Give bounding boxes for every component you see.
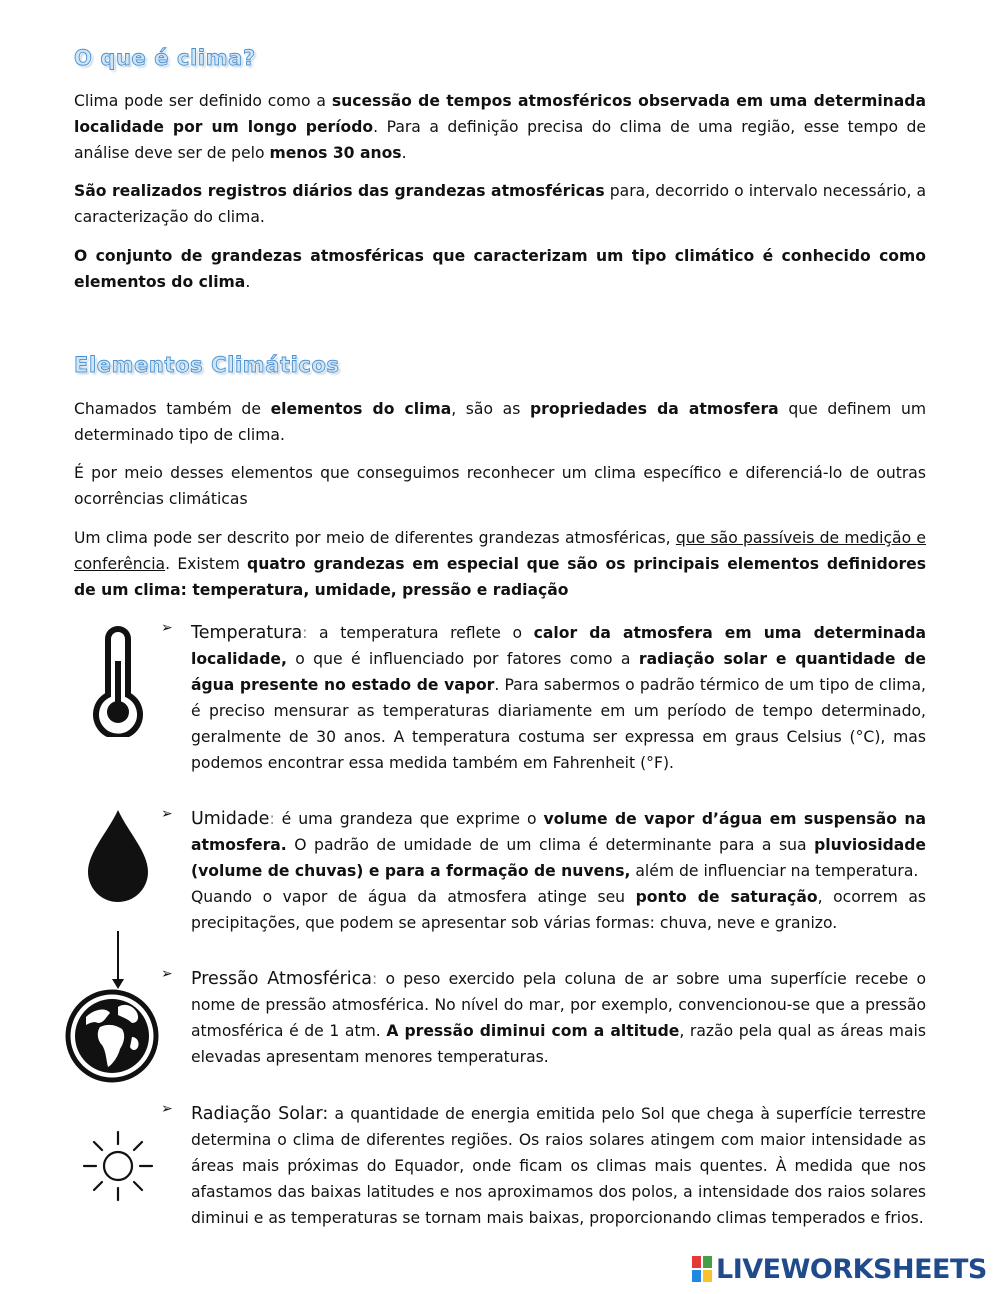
text: . [245, 273, 251, 291]
bullet-arrow-icon: ➢ [161, 1101, 173, 1117]
globe-pressure-icon [64, 929, 160, 1083]
text: Quando o vapor de água da atmosfera atinge seu [191, 888, 636, 906]
text-bold: São realizados registros diários das grandezas atmosféricas [74, 182, 605, 200]
paragraph-registros [74, 178, 926, 230]
section-title-elementos-climaticos: Elementos Climáticos [74, 353, 340, 377]
item-pressao-atmosferica [191, 966, 926, 1070]
liveworksheets-logo[interactable] [692, 1254, 987, 1284]
text-bold: volume de vapor d’água em suspensão na atmosfera. [191, 810, 926, 854]
text: . Existem [165, 555, 248, 573]
item-title: Pressão Atmosférica [191, 969, 373, 989]
thermometer-icon [92, 625, 144, 737]
text-bold: ponto de saturação [635, 888, 818, 906]
logo-blocks-icon [692, 1256, 712, 1282]
logo-block [692, 1256, 701, 1268]
paragraph-por-meio: É por meio desses elementos que conseguimos reconhecer um clima específico e diferenciá-lo de outras ocorrências climáticas [74, 464, 926, 508]
logo-block [703, 1256, 712, 1268]
text-underlined: que são passíveis de medição e conferência [74, 529, 926, 573]
item-radiacao-solar [191, 1101, 926, 1231]
text: , são as [451, 400, 530, 418]
text: . Para sabermos o padrão térmico de um tipo de clima, é preciso mensurar as temperaturas diariamente em um período de tempo determinado, geralmente de 30 anos. A temperatura costuma ser expressa em graus Celsius (°C), mas podemos encontrar essa medida também em Fahrenheit (°F). [191, 676, 927, 772]
sun-icon [82, 1130, 154, 1202]
bullet-arrow-icon: ➢ [161, 620, 173, 636]
text: além de influenciar na temperatura. [630, 862, 919, 880]
logo-block [692, 1270, 701, 1282]
text: para, decorrido o intervalo necessário, a caracterização do clima. [74, 182, 926, 226]
paragraph-um-clima [74, 525, 926, 603]
paragraph-clima-definicao [74, 88, 926, 166]
text: . Para a definição precisa do clima de uma região, esse tempo de análise deve ser de pelo [74, 118, 927, 162]
paragraph-conjunto [74, 243, 926, 295]
text-bold: A pressão diminui com a altitude [386, 1022, 680, 1040]
text: , ocorrem as precipitações, que podem se apresentar sob várias formas: chuva, neve e granizo. [191, 888, 927, 932]
text: , razão pela qual as áreas mais elevadas apresentam menores temperaturas. [191, 1022, 926, 1066]
text-bold: pluviosidade (volume de chuvas) e para a formação de nuvens, [191, 836, 926, 880]
bullet-arrow-icon: ➢ [161, 966, 173, 982]
item-title: Temperatura [191, 623, 303, 643]
item-title: Umidade [191, 809, 270, 829]
text: que definem um determinado tipo de clima. [74, 400, 927, 444]
item-temperatura [191, 620, 926, 776]
item-title: Radiação Solar: [191, 1104, 329, 1124]
section-title-o-que-e-clima: O que é clima? [74, 46, 256, 70]
colon: : [269, 810, 275, 828]
text: o que é influenciado por fatores como a [286, 650, 639, 668]
text: O padrão de umidade de um clima é determinante para a sua [286, 836, 815, 854]
text: é uma grandeza que exprime o [274, 810, 544, 828]
text-bold: menos 30 anos [269, 144, 402, 162]
text-bold: sucessão de tempos atmosféricos observada em uma determinada localidade por um longo período [74, 92, 926, 136]
text-bold: radiação solar e quantidade de água presente no estado de vapor [191, 650, 926, 694]
colon: : [302, 624, 308, 642]
paragraph-chamados [74, 396, 926, 448]
bullet-arrow-icon: ➢ [161, 806, 173, 822]
text-bold: elementos do clima [270, 400, 452, 418]
text-bold: O conjunto de grandezas atmosféricas que caracterizam um tipo climático é conhecido como elementos do clima [74, 247, 926, 291]
text-bold: propriedades da atmosfera [529, 400, 779, 418]
logo-text: LIVEWORKSHEETS [716, 1253, 987, 1285]
water-drop-icon [86, 808, 150, 906]
text: a temperatura reflete o [307, 624, 534, 642]
text: a quantidade de energia emitida pelo Sol que chega à superfície terrestre determina o clima de diferentes regiões. Os raios solares atingem com maior intensidade as áreas mais próximas do Equador, onde ficam os climas mais quentes. À medida que nos afastamos das baixas latitudes e nos aproximamos dos polos, a intensidade dos raios solares diminui e as temperaturas se tornam mais baixas, proporcionando climas temperados e frios. [191, 1105, 926, 1227]
text: . [401, 144, 407, 162]
text: Um clima pode ser descrito por meio de diferentes grandezas atmosféricas, [74, 529, 676, 547]
colon: : [372, 970, 378, 988]
item-umidade [191, 806, 926, 936]
logo-block [703, 1270, 712, 1282]
text: Clima pode ser definido como a [74, 92, 332, 110]
text-bold: quatro grandezas em especial que são os principais elementos definidores de um clima: temperatura, umidade, pressão e radiação [74, 555, 926, 599]
text-bold: calor da atmosfera em uma determinada localidade, [191, 624, 926, 668]
text: Chamados também de [74, 400, 271, 418]
text: o peso exercido pela coluna de ar sobre uma superfície recebe o nome de pressão atmosférica. No nível do mar, por exemplo, convencionou-se que a pressão atmosférica é de 1 atm. [191, 970, 927, 1040]
